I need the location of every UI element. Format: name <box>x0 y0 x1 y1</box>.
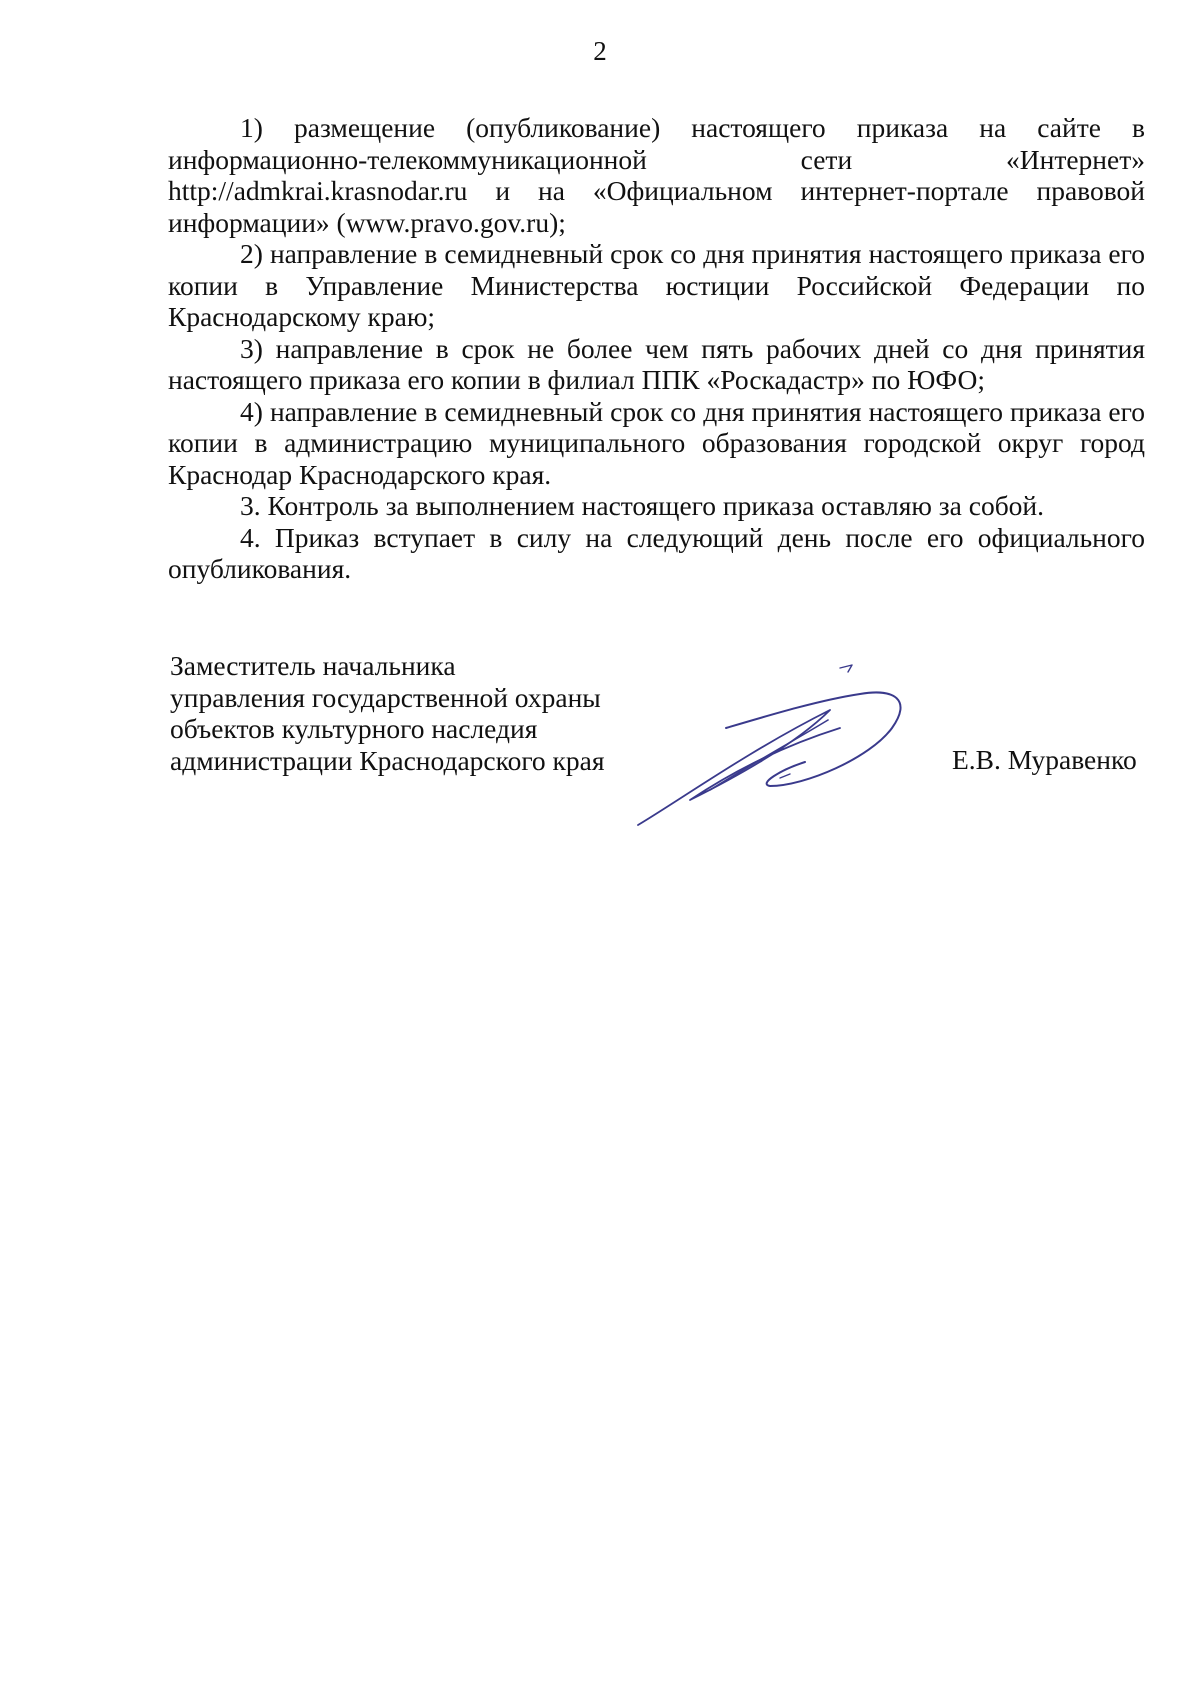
paragraph-cadastre-copy: 3) направление в срок не более чем пять рабочих дней со дня принятия настоящего приказа его копии в филиал ППК «Роскадастр» по ЮФО; <box>168 332 1145 395</box>
page-number: 2 <box>593 36 607 66</box>
order-body <box>168 112 1145 585</box>
signer-position <box>170 650 640 776</box>
signer-name: Е.В. Муравенко <box>952 744 1137 775</box>
paragraph-ministry-copy: 2) направление в семидневный срок со дня принятия настоящего приказа его копии в Управление Министерства юстиции Российской Федерации по Краснодарскому краю; <box>168 238 1145 332</box>
paragraph-publication: 1) размещение (опубликование) настоящего приказа на сайте в информационно-телекоммуникационной сети «Интернет» http://admkrai.krasnodar.ru и на «Официальном интернет-портале правовой информации» (www.pravo.gov.ru); <box>168 112 1145 238</box>
paragraph-control: 3. Контроль за выполнением настоящего приказа оставляю за собой. <box>240 490 1045 521</box>
handwritten-signature <box>630 650 950 840</box>
signature-stroke <box>780 774 790 778</box>
signer-position-line: Заместитель начальника <box>170 650 456 681</box>
signature-stroke <box>726 692 901 786</box>
signer-position-line: администрации Краснодарского края <box>170 744 605 776</box>
signature-stroke <box>840 665 852 672</box>
signer-position-line: объектов культурного наследия <box>170 713 538 744</box>
signature-stroke <box>638 710 840 825</box>
signer-position-line: управления государственной охраны <box>170 681 601 713</box>
paragraph-effective-date: 4. Приказ вступает в силу на следующий день после его официального опубликования. <box>168 521 1145 584</box>
paragraph-municipality-copy: 4) направление в семидневный срок со дня принятия настоящего приказа его копии в администрацию муниципального образования городской округ город Краснодар Краснодарского края. <box>168 395 1145 490</box>
